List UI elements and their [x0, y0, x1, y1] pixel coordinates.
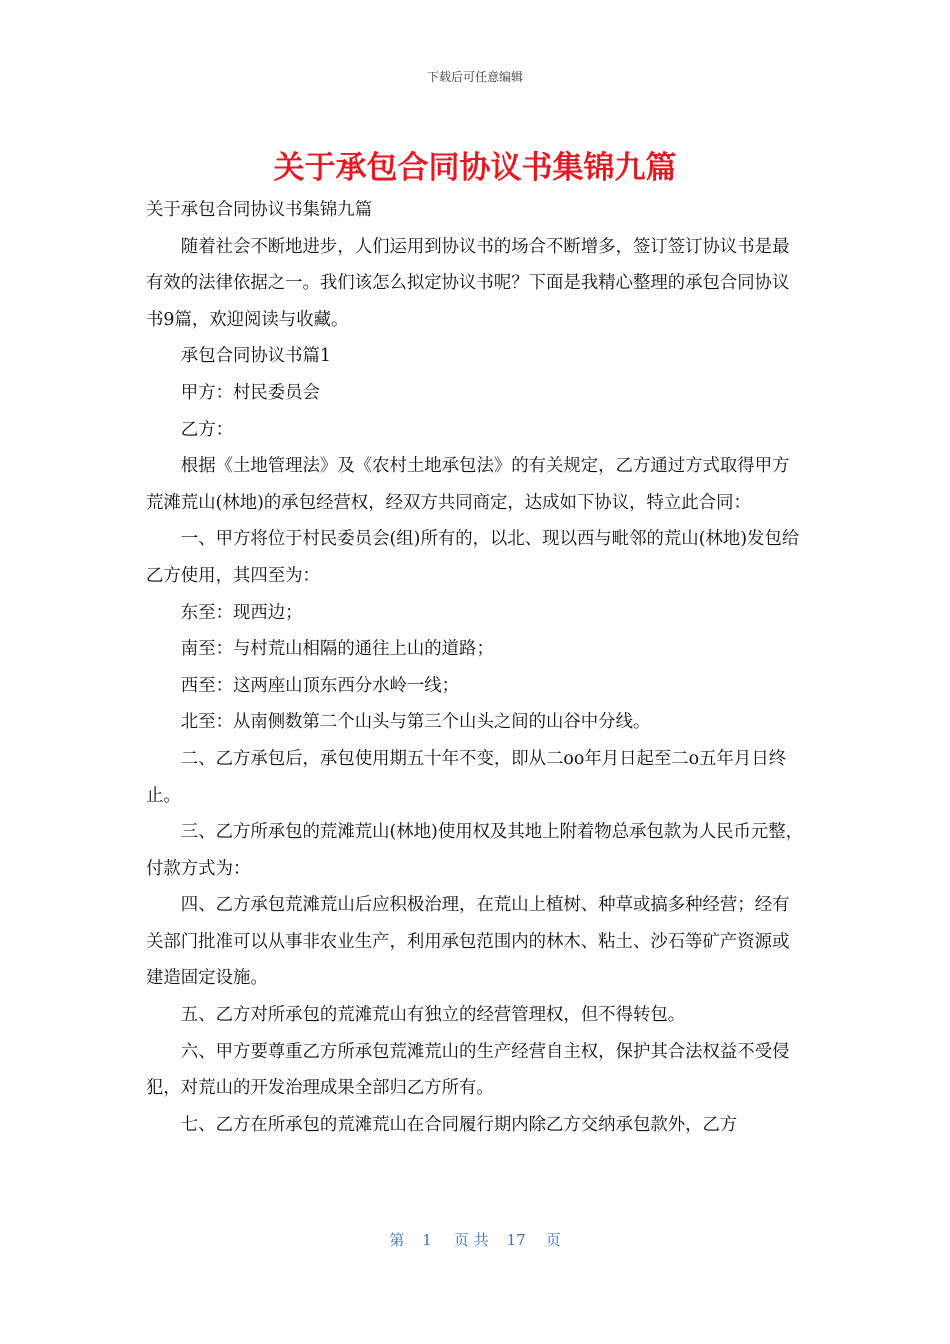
paragraph: 承包合同协议书篇1 — [180, 346, 331, 367]
paragraph: 西至：这两座山顶东西分水岭一线； — [180, 675, 460, 696]
document-title: 关于承包合同协议书集锦九篇 — [273, 150, 677, 186]
paragraph: 五、乙方对所承包的荒滩荒山有独立的经营管理权，但不得转包。 — [180, 1005, 686, 1026]
paragraph: 六、甲方要尊重乙方所承包荒滩荒山的生产经营自主权，保护其合法权益不受侵犯，对荒山的开发治理成果全部归乙方所有。 — [146, 1041, 790, 1099]
paragraph: 北至：从南侧数第二个山头与第三个山头之间的山谷中分线。 — [180, 712, 651, 733]
paragraph: 三、乙方所承包的荒滩荒山(林地)使用权及其地上附着物总承包款为人民币元整，付款方式为： — [146, 822, 804, 879]
paragraph: 乙方： — [180, 419, 233, 440]
paragraph: 一、甲方将位于村民委员会(组)所有的，以北、现以西与毗邻的荒山(林地)发包给乙方使用，其四至为： — [146, 529, 800, 586]
total-pages-number: 17 — [506, 1231, 526, 1249]
paragraph: 南至：与村荒山相隔的通往上山的道路； — [180, 639, 494, 660]
paragraph: 随着社会不断地进步，人们运用到协议书的场合不断增多，签订签订协议书是最有效的法律依据之一。我们该怎么拟定协议书呢？下面是我精心整理的承包合同协议书9篇，欢迎阅读与收藏。 — [146, 236, 790, 330]
document-body — [146, 192, 806, 1143]
page-label-mid: 页 共 — [453, 1231, 489, 1249]
page-label-suffix: 页 — [545, 1231, 561, 1249]
paragraph: 甲方：村民委员会 — [180, 382, 320, 403]
paragraph: 根据《土地管理法》及《农村土地承包法》的有关规定，乙方通过方式取得甲方荒滩荒山(林地)的承包经营权，经双方共同商定，达成如下协议，特立此合同： — [146, 456, 790, 513]
paragraph: 七、乙方在所承包的荒滩荒山在合同履行期内除乙方交纳承包款外，乙方 — [180, 1114, 738, 1135]
paragraph: 二、乙方承包后，承包使用期五十年不变，即从二oo年月日起至二o五年月日终止。 — [146, 748, 787, 806]
current-page-number: 1 — [422, 1231, 432, 1249]
page-label-prefix: 第 — [389, 1231, 405, 1249]
page-header: 下载后可任意编辑 — [426, 70, 523, 84]
page-footer — [0, 1229, 950, 1250]
paragraph: 四、乙方承包荒滩荒山后应积极治理，在荒山上植树、种草或搞多种经营；经有关部门批准可以从事非农业生产，利用承包范围内的林木、粘土、沙石等矿产资源或建造固定设施。 — [146, 895, 790, 989]
paragraph: 关于承包合同协议书集锦九篇 — [146, 200, 373, 220]
paragraph: 东至：现西边； — [180, 602, 303, 623]
